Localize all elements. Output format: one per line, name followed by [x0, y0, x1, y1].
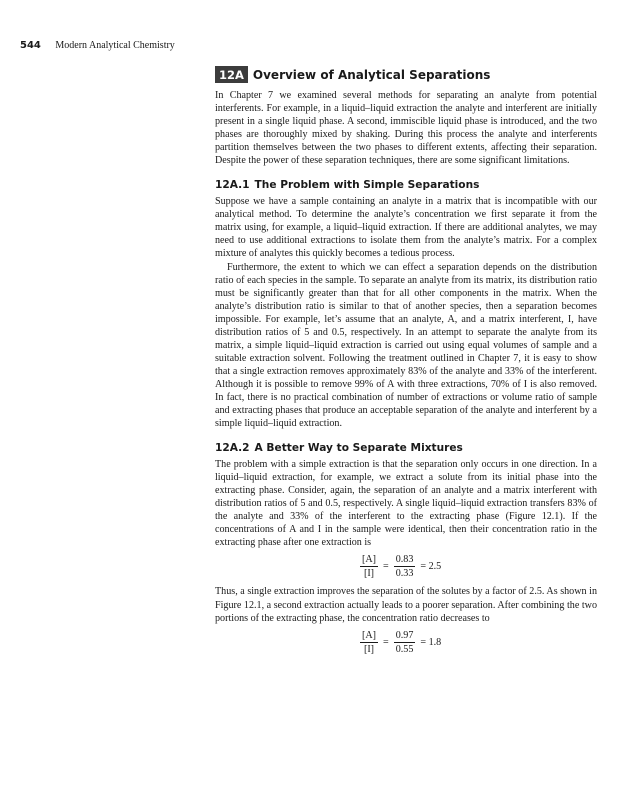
- subsection-1-number: 12A.1: [215, 179, 250, 192]
- equation-2-result: = 1.8: [420, 636, 442, 648]
- equation-1-denominator-left: [I]: [363, 568, 375, 580]
- section-number-badge: 12A: [215, 66, 248, 83]
- equation-1-numerator-right: 0.83: [395, 554, 414, 566]
- running-head: [20, 40, 175, 51]
- equation-2-fraction-left: [360, 630, 378, 655]
- subsection-1-heading: [215, 179, 597, 191]
- equation-2-numerator-right: 0.97: [395, 629, 414, 641]
- subsection-2-paragraph-2: Thus, a single extraction improves the separation of the solutes by a factor of 2.5. As shown in Figure 12.1, a second extraction actually leads to a poorer separation. After combining the two portions of the extracting phase, the concentration ratio decreases to: [215, 586, 597, 624]
- subsection-2-paragraph-1: The problem with a simple extraction is that the separation only occurs in one direction. In a liquid–liquid extraction, for example, we extract a solute from its initial phase into the extracting phase. Consider, again, the separation of an analyte and a matrix interferent with distribution ratios of 5 and 0.5, respectively. A single liquid–liquid extraction transfers 83% of the analyte and 33% of the interferent to the extracting phase (Figure 12.1). If the concentrations of A and I in the sample were identical, then their concentration ratio in the extracting phase after one extraction is: [215, 459, 597, 549]
- equation-2-numerator-left: [A]: [362, 629, 377, 641]
- equation-1: [360, 554, 597, 579]
- subsection-2-number: 12A.2: [215, 442, 250, 455]
- section-intro-paragraph: In Chapter 7 we examined several methods for separating an analyte from potential interferents. For example, in a liquid–liquid extraction the analyte and interferent are initially present in a single liquid phase. A second, immiscible liquid phase is introduced, and the two phases are thoroughly mixed by shaking. During this process the analyte and interferents partition themselves between the two phases to different extents, affecting their separation. Despite the power of these separation techniques, there are some significant limitations.: [215, 90, 597, 167]
- page-content: [215, 66, 597, 661]
- equation-1-denominator-right: 0.33: [395, 568, 414, 580]
- equation-1-result: = 2.5: [420, 561, 442, 573]
- equation-2-fraction-right: [394, 630, 416, 655]
- section-title: Overview of Analytical Separations: [252, 67, 491, 82]
- equation-2: [360, 630, 597, 655]
- equation-1-equals: =: [383, 561, 389, 573]
- equation-2-equals: =: [383, 636, 389, 648]
- equation-2-denominator-left: [I]: [363, 643, 375, 655]
- section-heading: [215, 66, 597, 83]
- subsection-1-title: The Problem with Simple Separations: [254, 179, 480, 192]
- equation-2-denominator-right: 0.55: [395, 643, 414, 655]
- running-title: Modern Analytical Chemistry: [55, 40, 175, 51]
- subsection-1-paragraph-1: Suppose we have a sample containing an analyte in a matrix that is incompatible with our analytical method. To determine the analyte’s concentration we first separate it from the matrix using, for example, a liquid–liquid extraction. If there are additional analytes, we may need to use additional extractions to isolate them from the analyte’s matrix. For a complex mixture of analytes this quickly becomes a tedious process.: [215, 196, 597, 260]
- subsection-2-title: A Better Way to Separate Mixtures: [254, 442, 463, 455]
- page-number: 544: [20, 40, 41, 51]
- equation-1-numerator-left: [A]: [362, 554, 377, 566]
- subsection-1-paragraph-2: Furthermore, the extent to which we can effect a separation depends on the distribution ratio of each species in the sample. To separate an analyte from its matrix, its distribution ratio must be significantly greater than that for all other components in the matrix. When the analyte’s distribution ratio is similar to that of another species, then a separation becomes impossible. For example, let’s assume that an analyte, A, and a matrix interferent, I, have distribution ratios of 5 and 0.5, respectively. In an attempt to separate the analyte from its matrix, a simple liquid–liquid extraction is carried out using equal volumes of sample and a suitable extraction solvent. Following the treatment outlined in Chapter 7, it is easy to show that a single extraction removes approximately 83% of the analyte and 33% of the interferent. Although it is possible to remove 99% of A with three extractions, 70% of I is also removed. In fact, there is no practical combination of number of extractions or volume ratio of sample and extracting phases that produce an acceptable separation of the analyte and interferent by a simple liquid–liquid extraction.: [215, 261, 597, 430]
- equation-1-fraction-right: [394, 554, 416, 579]
- equation-1-fraction-left: [360, 554, 378, 579]
- subsection-2-heading: [215, 442, 597, 454]
